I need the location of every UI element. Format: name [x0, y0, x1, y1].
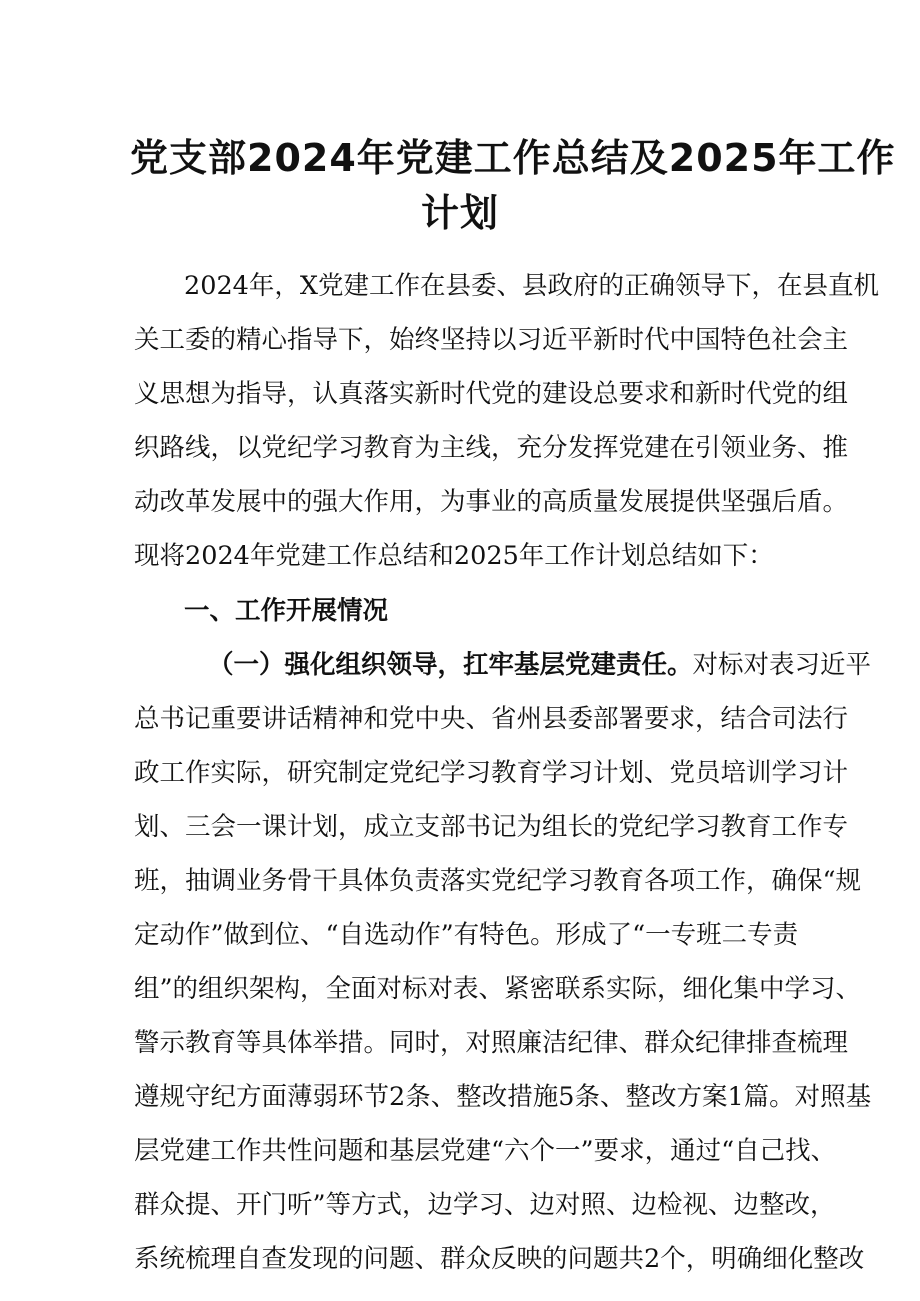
section-heading-1: 一、工作开展情况: [184, 596, 389, 626]
subsection-1-line-4: 划、三会一课计划，成立支部书记为组长的党纪学习教育工作专: [134, 812, 849, 842]
subsection-1-line-3: 政工作实际，研究制定党纪学习教育学习计划、党员培训学习计: [134, 758, 849, 788]
subsection-1-line-5: 班，抽调业务骨干具体负责落实党纪学习教育各项工作，确保“规: [134, 866, 862, 896]
subsection-1-line-12: 系统梳理自查发现的问题、群众反映的问题共2个，明确细化整改: [134, 1244, 865, 1274]
intro-line-2: 关工委的精心指导下，始终坚持以习近平新时代中国特色社会主: [134, 325, 849, 355]
intro-line-1: 2024年，X党建工作在县委、县政府的正确领导下，在县直机: [184, 271, 880, 301]
subsection-1-line-11: 群众提、开门听”等方式，边学习、边对照、边检视、边整改，: [134, 1190, 836, 1220]
document-title-line-1: 党支部2024年党建工作总结及2025年工作: [130, 136, 896, 180]
subsection-1-first-line-text: 对标对表习近平: [692, 650, 872, 680]
subsection-1-line-7: 组”的组织架构，全面对标对表、紧密联系实际，细化集中学习、: [134, 974, 862, 1004]
subsection-1-line-2: 总书记重要讲话精神和党中央、省州县委部署要求，结合司法行: [134, 704, 849, 734]
subsection-1-first-line: [208, 638, 872, 692]
intro-line-3: 义思想为指导，认真落实新时代党的建设总要求和新时代党的组: [134, 379, 849, 409]
intro-line-5: 动改革发展中的强大作用，为事业的高质量发展提供坚强后盾。: [134, 487, 849, 517]
document-title-line-2: 计划: [420, 191, 499, 235]
subsection-1-line-10: 层党建工作共性问题和基层党建“六个一”要求，通过“自己找、: [134, 1136, 837, 1166]
subsection-1-line-8: 警示教育等具体举措。同时，对照廉洁纪律、群众纪律排查梳理: [134, 1028, 849, 1058]
subsection-1-line-6: 定动作”做到位、“自选动作”有特色。形成了“一专班二专责: [134, 920, 799, 950]
intro-line-6: 现将2024年党建工作总结和2025年工作计划总结如下：: [134, 541, 774, 571]
intro-line-4: 织路线，以党纪学习教育为主线，充分发挥党建在引领业务、推: [134, 433, 849, 463]
subsection-1-line-9: 遵规守纪方面薄弱环节2条、整改措施5条、整改方案1篇。对照基: [134, 1082, 872, 1112]
subsection-1-heading: （一）强化组织领导，扛牢基层党建责任。: [208, 650, 693, 680]
